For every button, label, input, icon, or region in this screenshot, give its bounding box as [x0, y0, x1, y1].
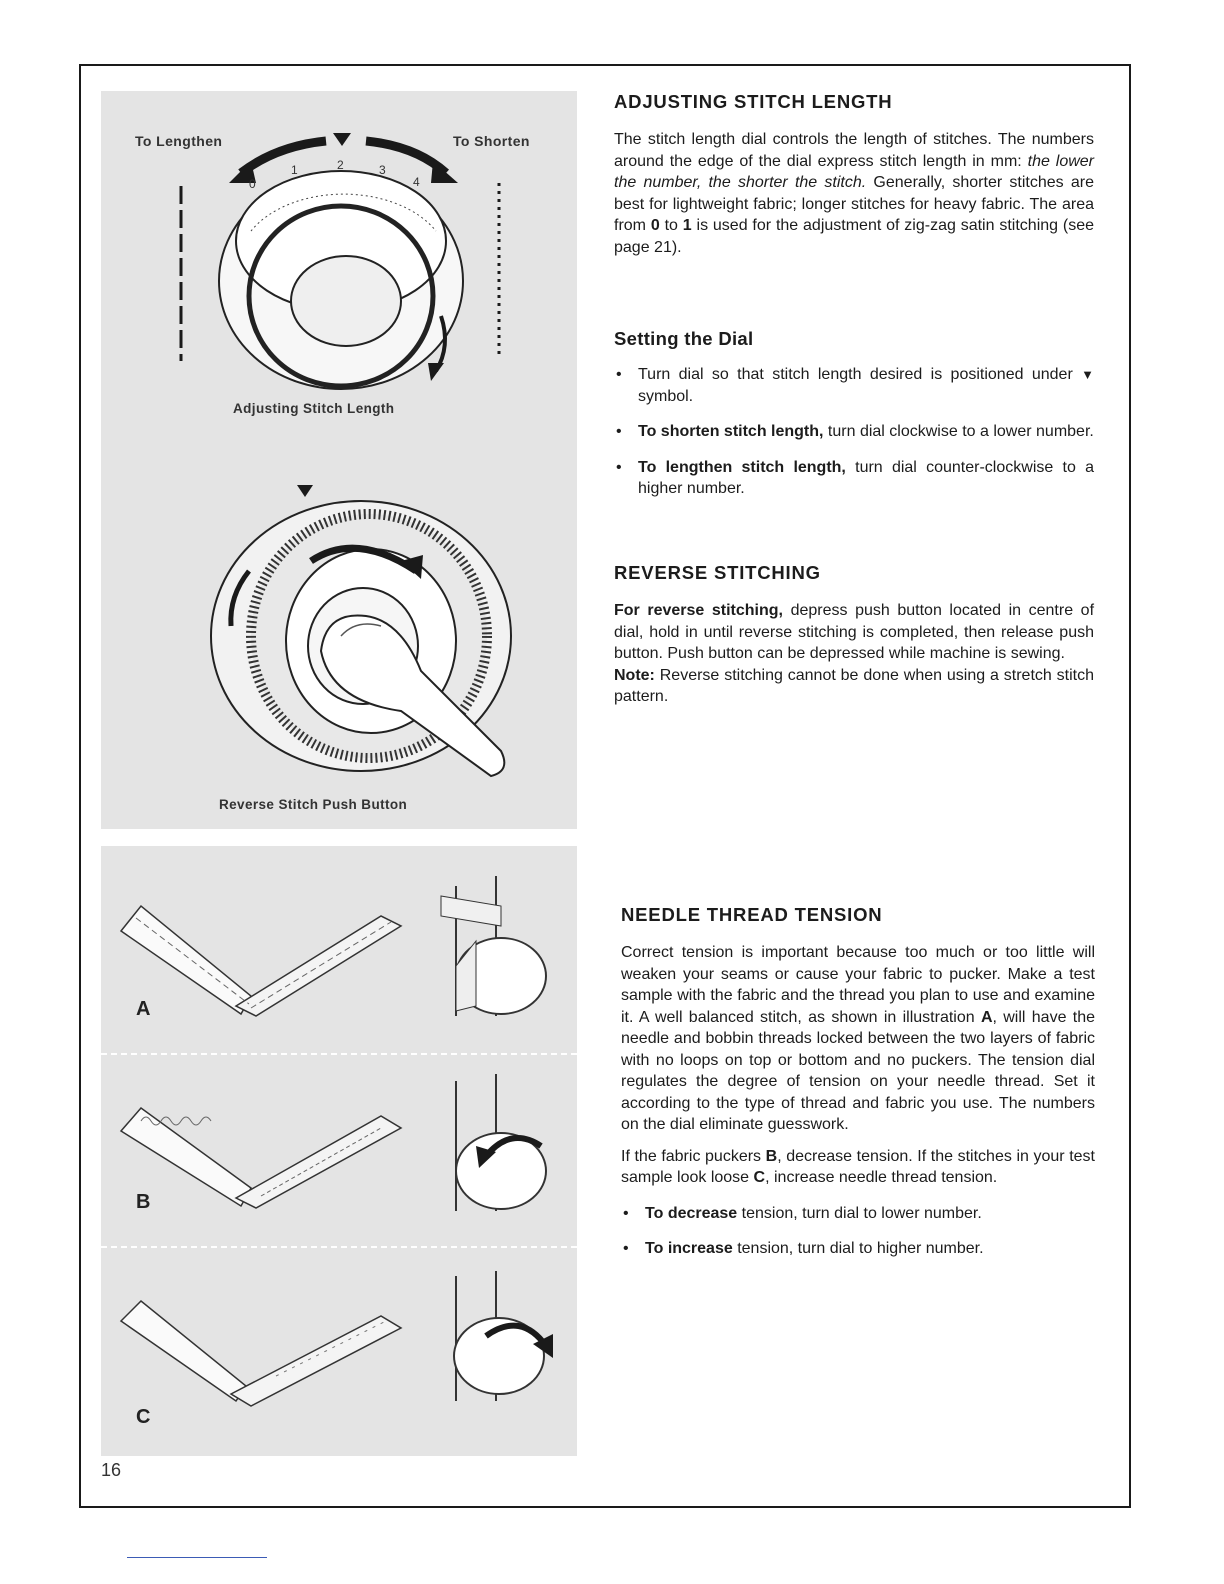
tension-illustration-panel — [101, 846, 577, 1456]
dial-number-0: 0 — [249, 177, 257, 191]
triangle-icon: ▼ — [1081, 367, 1095, 382]
tension-dial-c — [454, 1271, 553, 1401]
reverse-stitching-note: Note: Reverse stitching cannot be done when using a stretch stitch pattern. — [614, 666, 1094, 705]
fabric-sample-b — [121, 1108, 401, 1208]
setting-dial-heading: Setting the Dial — [614, 328, 754, 349]
reverse-stitching-heading: REVERSE STITCHING — [614, 562, 821, 583]
setting-dial-section — [614, 328, 1094, 500]
setting-dial-bullet-1: • Turn dial so that stitch length desired is positioned under ▼ symbol. — [616, 366, 1095, 405]
dial-number-1: 1 — [291, 163, 299, 177]
tension-section — [621, 904, 1095, 1260]
stitch-length-heading: ADJUSTING STITCH LENGTH — [614, 91, 893, 112]
caption-reverse-stitch-push-button: Reverse Stitch Push Button — [219, 797, 408, 812]
tension-bullet-increase: • To increase tension, turn dial to higher number. — [623, 1240, 984, 1257]
stitch-length-illustration-panel — [101, 91, 577, 829]
figure-label-c: C — [136, 1406, 151, 1428]
figure-label-a: A — [136, 998, 151, 1020]
reverse-stitching-body: For reverse stitching, depress push button located in centre of dial, hold in until reverse stitching is completed, then release push button. Push button can be depressed while machine is sewing. — [614, 602, 1095, 662]
setting-dial-bullet-3: • To lengthen stitch length, turn dial counter-clockwise to a higher number. — [616, 458, 1095, 497]
tension-paragraph-1: Correct tension is important because too much or too little will weaken your seams or cause your fabric to pucker. Make a test sample with the fabric and the thread you plan to use and examine it. A well balanced stitch, as shown in illustration A, will have the needle and bobbin threads locked between the two layers of fabric with no loops on top or bottom and no puckers. The tension dial regulates the degree of tension on your needle thread. Set it according to the type of thread and fabric you use. The numbers on the dial eliminate guesswork. — [621, 944, 1096, 1133]
page-number: 16 — [101, 1460, 122, 1480]
dial-number-3: 3 — [379, 163, 387, 177]
stitch-length-section — [614, 91, 1094, 258]
to-lengthen-label: To Lengthen — [135, 133, 223, 149]
page-frame — [79, 64, 1131, 1508]
fabric-sample-c — [121, 1301, 401, 1406]
stitch-length-body: The stitch length dial controls the length of stitches. The numbers around the edge of the dial express stitch length in mm: the lower the number, the shorter the stitch. Generally, shorter stitches are best for lightweight fabric; longer stitches for heavy fabric. The area from 0 to 1 is used for the adjustment of zig-zag satin stitching (see page 21). — [614, 131, 1095, 256]
reverse-indicator-triangle-icon — [297, 485, 313, 497]
dial-number-4: 4 — [413, 175, 421, 189]
reverse-button-drawing — [101, 91, 577, 829]
fabric-sample-a — [121, 906, 401, 1016]
tension-heading: NEEDLE THREAD TENSION — [621, 904, 883, 925]
tension-paragraph-2: If the fabric puckers B, decrease tension. If the stitches in your test sample look loose C, increase needle thread tension. — [621, 1147, 1095, 1186]
tension-samples-drawing — [101, 846, 577, 1456]
setting-dial-bullet-2: • To shorten stitch length, turn dial clockwise to a lower number. — [616, 423, 1094, 440]
reverse-stitching-section — [614, 562, 1094, 708]
tension-bullet-decrease: • To decrease tension, turn dial to lower number. — [623, 1204, 982, 1222]
figure-label-b: B — [136, 1191, 151, 1213]
dial-number-2: 2 — [337, 158, 345, 172]
to-shorten-label: To Shorten — [453, 133, 530, 149]
tension-dial-a — [441, 876, 546, 1016]
tension-dial-b — [456, 1074, 546, 1211]
footer-rule — [127, 1557, 267, 1558]
caption-adjusting-stitch-length: Adjusting Stitch Length — [233, 401, 395, 416]
